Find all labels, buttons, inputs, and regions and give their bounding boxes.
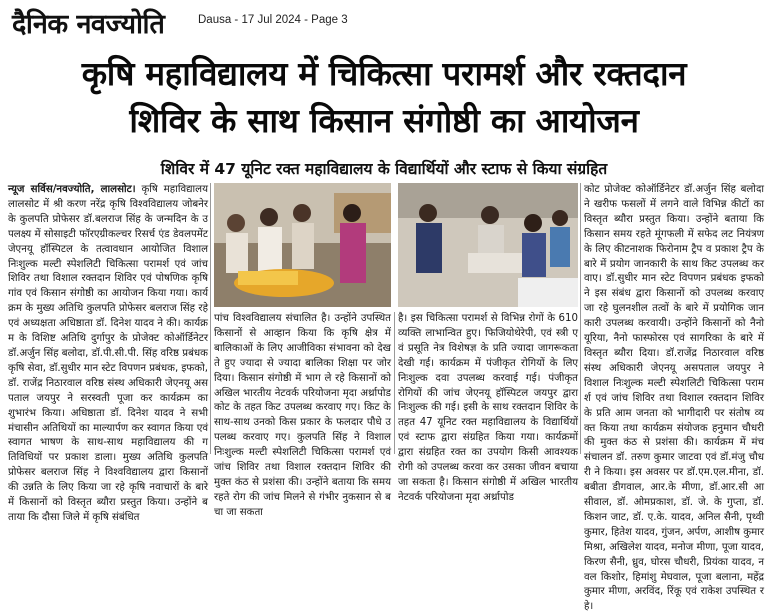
column-divider [394, 312, 395, 454]
column-divider [580, 183, 581, 454]
event-photo-2-graphic [398, 183, 578, 307]
event-photo-1-graphic [214, 183, 391, 307]
subheadline: शिविर में 47 यूनिट रक्त महाविद्यालय के विद्यार्थियों और स्टाफ से किया संग्रहित [160, 160, 608, 178]
headline-line-1: कृषि महाविद्यालय में चिकित्सा परामर्श और रक्तदान [81, 54, 687, 93]
article-column-1 [8, 183, 208, 523]
column-1-text: कृषि महाविद्यालय लालसोट में श्री करण नरेंद्र कृषि विश्वविद्यालय जोबनेर के कुलपति प्रोफेसर डॉ.बलराज सिंह के जन्मदिन के उपलक्ष्य में सोसाइटी फॉरएग्रीकल्चर रिसर्च एंड डेवलपमेंट जेएनयू हॉस्पिटल के तत्वावधान आयोजित विशाल निःशुल्क मल्टी स्पेशलिटी चिकित्सा परामर्श एवं जांच शिविर तथा विशाल रक्तदान शिविर एवं पोषणिक कृषि गांव एवं किसान संगोष्ठी का आयोजन किया गया। कार्यक्रम के मुख्य अतिथि कुलपति प्रोफेसर बलराज सिंह रहे एवं अध्यक्षता अधिष्ठाता डॉ. दिनेश यादव ने की। कार्यक्रम के विशिष्ट अतिथि दुर्गापुर के प्रोजेक्ट कोऑर्डिनेटर डॉ.अर्जुन सिंह बलोदा, डॉ.पी.सी.पी. सिंह वरिष्ठ प्रबंधक कृषि सेवा, डॉ.सुधीर मान स्टेट विपणन प्रबंधक, इफको, डॉ. राजेंद्र निठारवाल वरिष्ठ संस्थ अधिकारी जेएनयू असपताल जयपुर ने सरस्वती पूजा कर कार्यक्रम का शुभारंभ किया। अधिष्ठाता डॉ. दिनेश यादव ने सभी मंचासीन अतिथियों का माल्यार्पण कर स्वागत किया एवं स्वागत भाषण के साथ-साथ महाविद्यालय की गतिविधियों पर प्रकाश डाला। मुख्य अतिथि कुलपति प्रोफेसर बलराज सिंह ने विश्वविद्यालय द्वारा किसानों की उन्नति के लिए किया जा रहे कृषि नवाचारों के बारे में किसानों को विस्तृत ब्यौरा प्रस्तुत किया। उन्होंने बताया कि दौसा जिले में कृषि संबंधित [8, 184, 208, 523]
article-column-2: पांच विश्वविद्यालय संचालित है। उन्होंने उपस्थित किसानों से आव्हान किया कि कृषि क्षेत्र में बालिकाओं के लिए आजीविका संभावना को देखते हुए ज्यादा से ज्यादा बालिका शिक्षा पर जोर दिया। किसान संगोष्ठी में भाग ले रहे किसानों को अखिल भारतीय नेटवर्क परियोजना मृदा अर्थ्रापोड कोट के तहत किट उपलब्ध करवाए गए। किट के साथ-साथ उनको किस प्रकार के फलदार पौधे उपलब्ध करवाए गए। कुलपति सिंह ने विशाल निःशुल्क मल्टी स्पेशलिटी चिकित्सा परामर्श एवं जांच शिविर तथा विशाल रक्तदान शिविर की मुक्त कंठ से प्रशंसा की। उन्होंने बताया कि समय रहते रोग की जांच मिलने से गंभीर नुकसान से बचा जा सकता [214, 313, 391, 518]
edition-info: Dausa - 17 Jul 2024 - Page 3 [198, 14, 348, 26]
event-photo-2 [398, 183, 578, 307]
page-header [0, 0, 768, 40]
event-photo-1 [214, 183, 391, 307]
column-divider [210, 183, 211, 454]
headline-line-2: शिविर के साथ किसान संगोष्ठी का आयोजन [129, 101, 639, 140]
byline: न्यूज सर्विस/नवज्योति, लालसोट। [8, 184, 136, 195]
newspaper-masthead: दैनिक नवज्योति [12, 9, 165, 40]
article-column-3: है। इस चिकित्सा परामर्श से विभिन्न रोगों के 610 व्यक्ति लाभान्वित हुए। फिजियोथेरेपी, एवं स्त्री एवं प्रसूति नेत्र विशेषज्ञ के प्रति ज्यादा जागरूकता देखी गई। कार्यक्रम में पंजीकृत रोगियों के लिए निःशुल्क दवा उपलब्ध करवाई गई। पंजीकृत रोगियों की जांच जेएनयू हॉस्पिटल जयपुर द्वारा निःशुल्क की गई। इसी के साथ रक्तदान शिविर के तहत 47 यूनिट रक्त महाविद्यालय के विद्यार्थियों एवं स्टाफ द्वारा संग्रहित किया गया। कार्यक्रमों द्वारा संग्रहित रक्त का उपयोग किसी आवश्यक रोगी को उपलब्ध करवा कर उसका जीवन बचाया जा सकता है। किसान संगोष्ठी में अखिल भारतीय नेटवर्क परियोजना मृदा अर्थ्रापोड [398, 313, 578, 503]
article-column-4: कोट प्रोजेक्ट कोऑर्डिनेटर डॉ.अर्जुन सिंह बलोदा ने खरीफ फसलों में लगने वाले विभिन्न कीटों का विस्तृत ब्यौरा प्रस्तुत किया। उन्होंने बताया कि किसान समय रहते मूंगफली में सफेद लट नियंत्रण के लिए कीटनाशक फिरोनाम ट्रैप व प्रकाश ट्रैप के बारे में प्रयोग जानकारी के साथ किट उपलब्ध करवाए। डॉ.सुधीर मान स्टेट विपणन प्रबंधक इफको ने इस संबंध द्वारा किसानों को उपलब्ध करवाए जा रहे घुलनशील तत्वों के बारे में प्रयोगिक जानकारी उपलब्ध करवायी। उन्होंने किसानों को नैनो यूरिया, नैनो फास्फोरस एवं सागरिका के बारे में विस्तृत ब्यौरा दिया। डॉ.राजेंद्र निठारवाल वरिष्ठ संस्थ अधिकारी जेएनयू असपताल जयपुर ने विशाल निःशुल्क मल्टी स्पेशलिटी चिकित्सा परामर्श एवं जांच शिविर तथा विशाल रक्तदान शिविर के प्रति आम जनता को भागीदारी पर संतोष व्यक्त किया तथा कार्यक्रम संयोजक हनुमान चौधरी की मुक्त कंठ से प्रशंसा की। कार्यक्रम में मंच संचालन डॉ. तरुण कुमार जाटवा एवं डॉ.मंजु चौधरी ने किया। इस अवसर पर डॉ.एम.एल.मीना, डॉ. बबीता डीगवाल, आर.के मीणा, डॉ.आर.सी आसीवाल, डॉ. ओमप्रकाश, डॉ. जे. के गुप्ता, डॉ. किशन जाट, डॉ. ए.के. यादव, अनिल सैनी, पृथ्वी कुमार, हितेश यादव, गुंजन, अर्पण, आशीष कुमार मिश्रा, अखिलेश यादव, मनोज मीणा, पूजा यादव, किरण सैनी, ध्रुव, घोरस चौधरी, प्रियंका यादव, नवल किशोर, हिमांशु मेघवाल, पूजा बलाना, महेंद्र कुमार मीणा, अरविंद, रिंकू एवं राकेश उपस्थित रहे। [584, 184, 764, 613]
